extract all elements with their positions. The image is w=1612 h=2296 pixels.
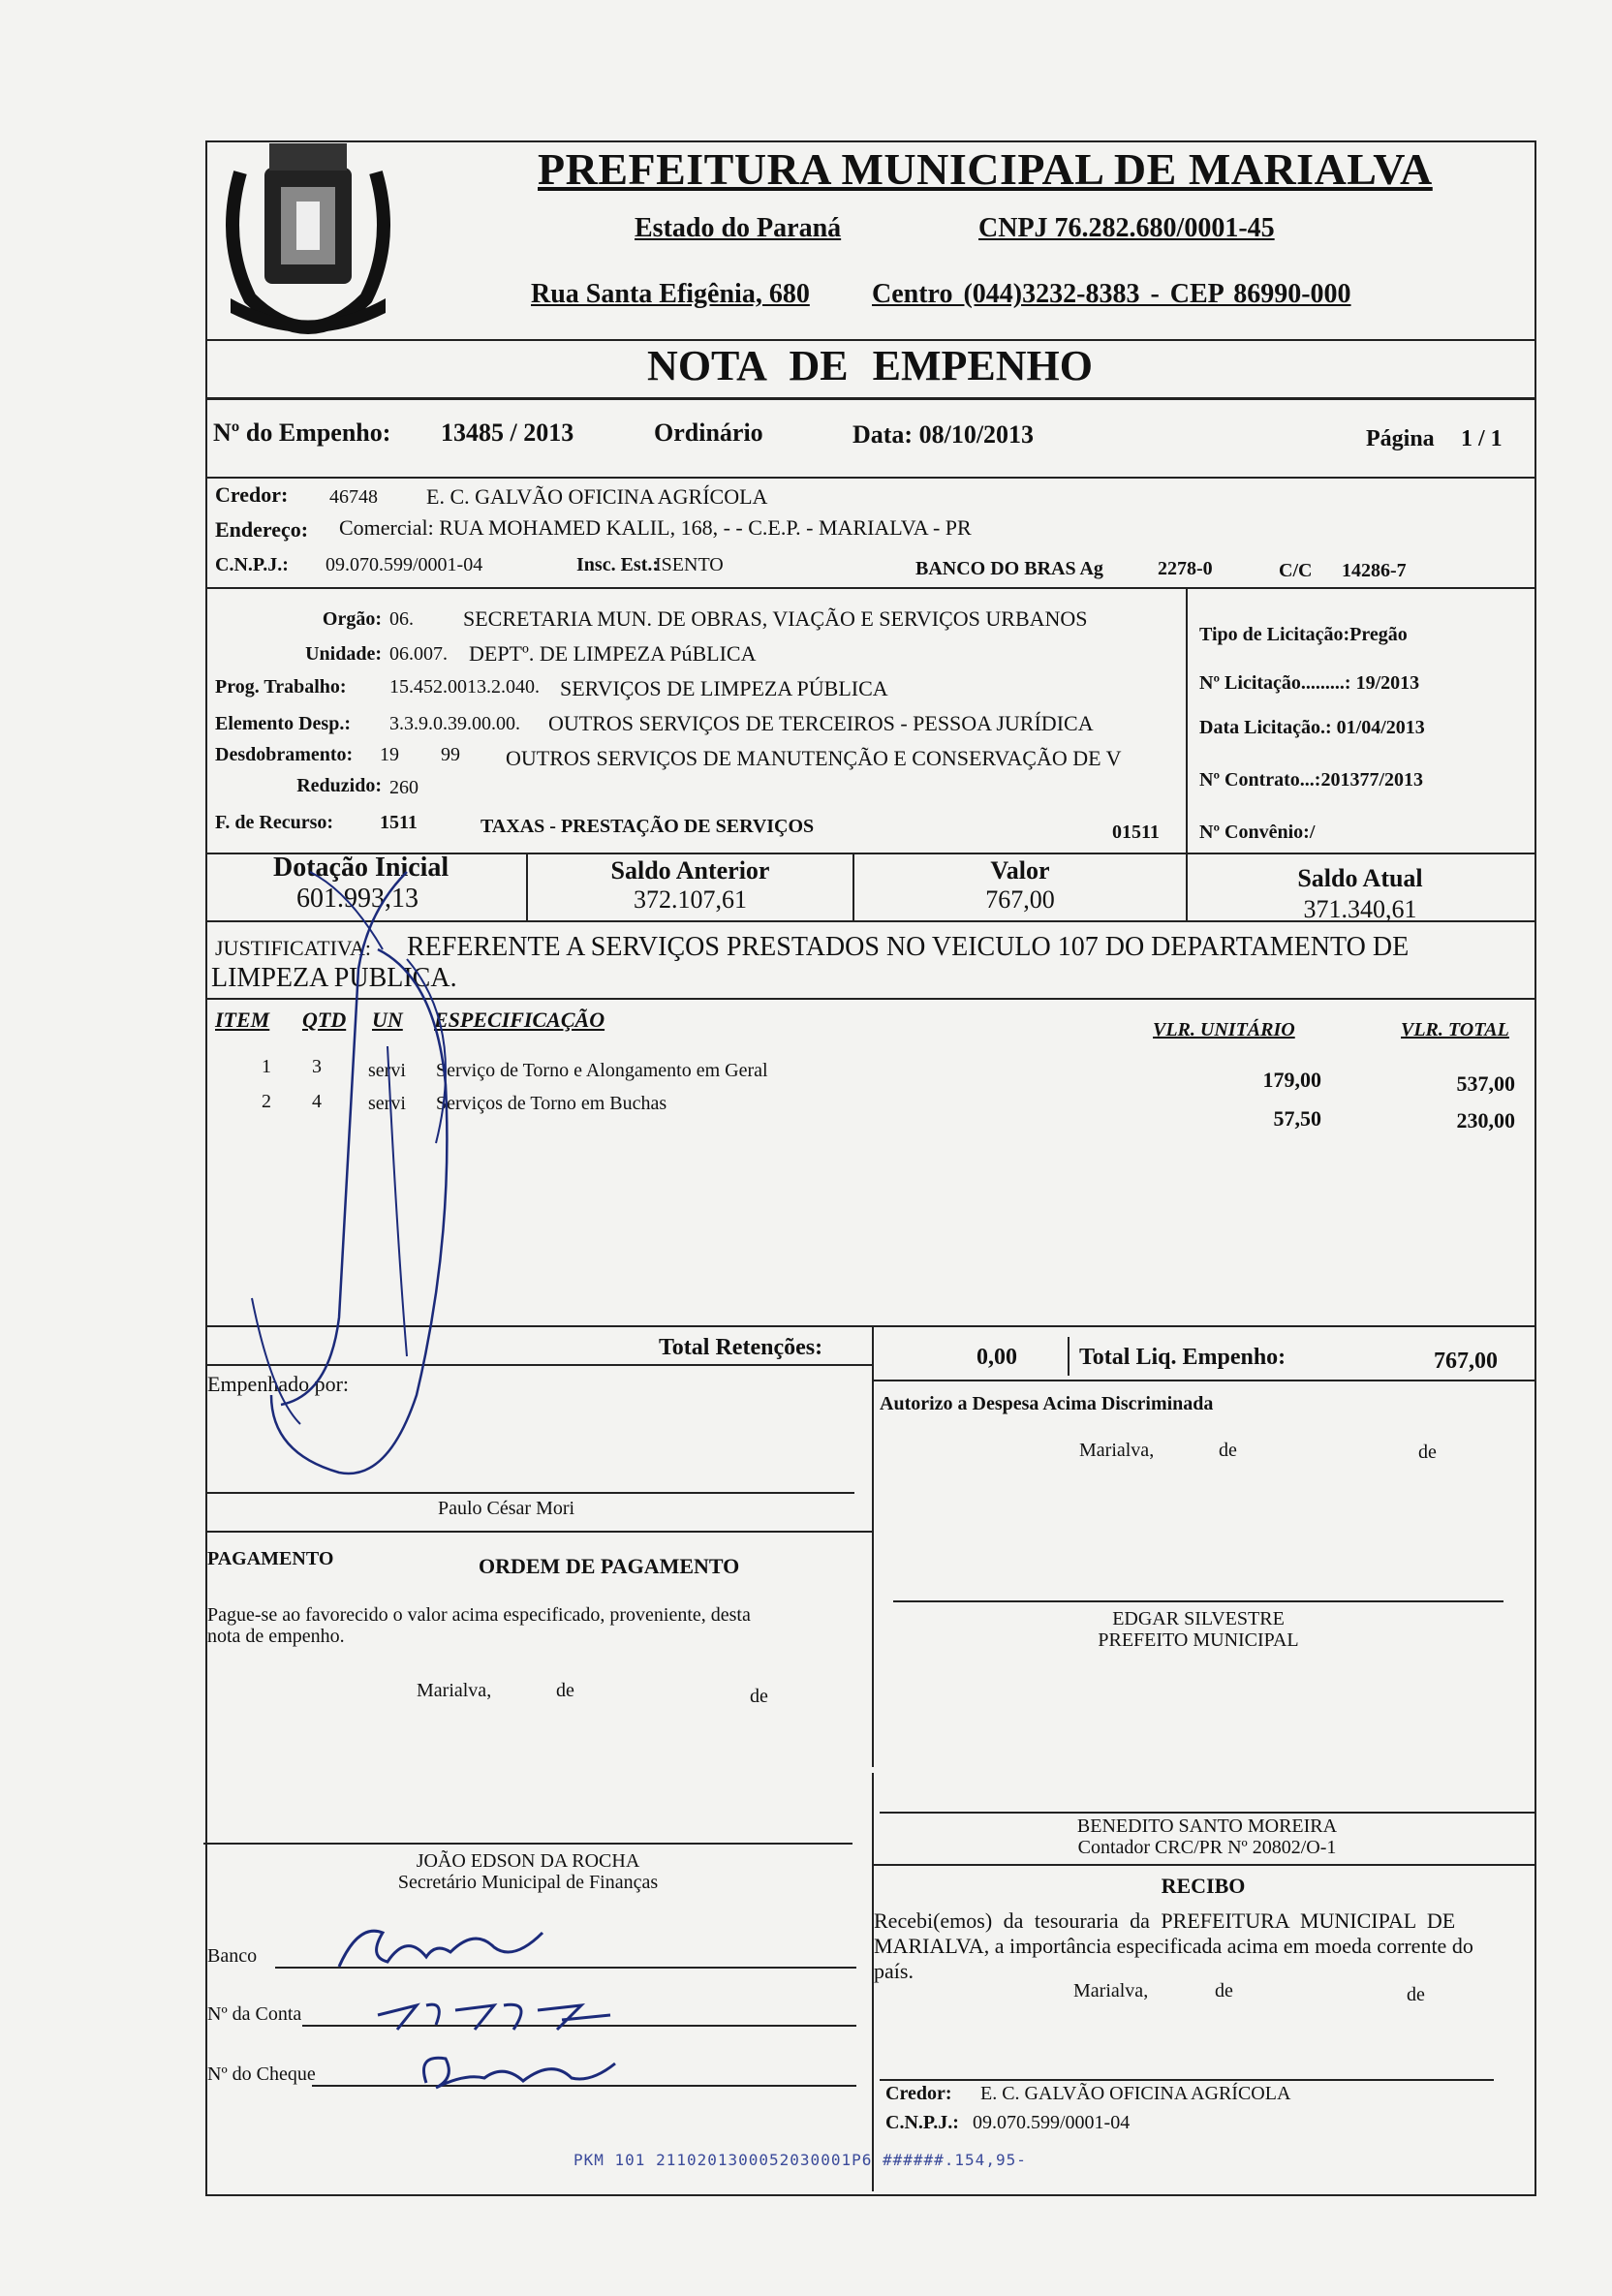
desdobramento-code1: 19 [380, 744, 399, 765]
item-2-total: 230,00 [1456, 1108, 1515, 1132]
item-1-total: 537,00 [1456, 1071, 1515, 1096]
orgao-label: Orgão: [322, 608, 382, 630]
reduzido-label: Reduzido: [296, 775, 382, 796]
recurso-code2: 01511 [1112, 822, 1160, 843]
autorizo-label: Autorizo a Despesa Acima Discriminada [880, 1393, 1214, 1414]
total-liq-label: Total Liq. Empenho: [1079, 1345, 1286, 1370]
item-2-num: 2 [262, 1091, 271, 1112]
recibo-text-3: país. [874, 1959, 914, 1983]
cc-value: 14286-7 [1342, 560, 1407, 581]
total-retencoes-value: 0,00 [976, 1345, 1017, 1370]
cnpj-label: C.N.P.J.: [215, 554, 289, 575]
signature-line [880, 1812, 1534, 1814]
cnpj-value: 09.070.599/0001-04 [326, 554, 483, 575]
bank-name: BANCO DO BRAS Ag [915, 558, 1103, 579]
item-2-desc: Serviços de Torno em Buchas [436, 1093, 667, 1114]
empenho-date: Data: 08/10/2013 [852, 420, 1035, 449]
header-cnpj: CNPJ 76.282.680/0001-45 [978, 213, 1275, 243]
valor-label: Valor [990, 856, 1050, 884]
elemento-label: Elemento Desp.: [215, 713, 351, 734]
signature-line [893, 1600, 1504, 1602]
orgao-code: 06. [389, 608, 414, 630]
cheque-label: Nº do Cheque [207, 2063, 316, 2085]
handwritten-cheque-icon [407, 2044, 620, 2102]
saldo-atual-label: Saldo Atual [1297, 864, 1423, 892]
elemento-desc: OUTROS SERVIÇOS DE TERCEIROS - PESSOA JURÍDICA [548, 711, 1094, 735]
prog-desc: SERVIÇOS DE LIMPEZA PÚBLICA [560, 676, 888, 700]
banco-label: Banco [207, 1945, 258, 1967]
header-street: Rua Santa Efigênia, 680 [531, 279, 810, 309]
total-liq-value: 767,00 [1434, 1349, 1498, 1374]
item-1-num: 1 [262, 1056, 271, 1077]
item-2-un: servi [368, 1093, 406, 1114]
unidade-label: Unidade: [305, 643, 382, 665]
saldo-atual-value: 371.340,61 [1303, 895, 1417, 923]
col-vlr-unitario: VLR. UNITÁRIO [1153, 1019, 1295, 1040]
divider [872, 1864, 1534, 1866]
pagamento-city: Marialva, [417, 1680, 492, 1701]
divider [205, 1531, 874, 1533]
licitacao-tipo: Tipo de Licitação:Pregão [1199, 624, 1408, 645]
secretario-cargo: Secretário Municipal de Finanças [397, 1872, 659, 1893]
item-1-qtd: 3 [312, 1056, 322, 1077]
bank-agency: 2278-0 [1158, 558, 1213, 579]
header-contact: Centro (044)3232-8383 - CEP 86990-000 [872, 279, 1351, 309]
licitacao-contrato: Nº Contrato...:201377/2013 [1199, 769, 1424, 791]
divider [205, 477, 1534, 479]
item-2-unit: 57,50 [1273, 1106, 1321, 1131]
recibo-credor-nome: E. C. GALVÃO OFICINA AGRÍCOLA [980, 2083, 1291, 2104]
mechanical-authentication: PKM 101 2110201300052030001P6 ######.154,95- [574, 2151, 1027, 2169]
justificativa-label: JUSTIFICATIVA: [215, 936, 371, 960]
recibo-text-1: Recebi(emos) da tesouraria da PREFEITURA MUNICIPAL DE [874, 1908, 1456, 1933]
prefeito-cargo: PREFEITO MUNICIPAL [1098, 1629, 1299, 1651]
pague-text: Pague-se ao favorecido o valor acima especificado, proveniente, desta [207, 1604, 751, 1626]
secretario-nome: JOÃO EDSON DA ROCHA [416, 1850, 640, 1872]
pagamento-de2: de [750, 1686, 768, 1707]
ordem-label: ORDEM DE PAGAMENTO [479, 1554, 740, 1578]
credor-code: 46748 [329, 486, 378, 508]
recurso-code: 1511 [380, 812, 418, 833]
saldo-anterior-label: Saldo Anterior [610, 856, 770, 884]
signature-line [880, 2079, 1494, 2081]
pague-text-2: nota de empenho. [207, 1626, 345, 1647]
recurso-label: F. de Recurso: [215, 812, 334, 833]
header-title: PREFEITURA MUNICIPAL DE MARIALVA [538, 144, 1433, 194]
recibo-cnpj-label: C.N.P.J.: [885, 2112, 959, 2133]
item-1-un: servi [368, 1060, 406, 1081]
empenho-number: 13485 / 2013 [441, 419, 574, 447]
page-value: 1 / 1 [1461, 426, 1503, 451]
dotacao-inicial-label: Dotação Inicial [273, 853, 450, 883]
licitacao-data: Data Licitação.: 01/04/2013 [1199, 717, 1425, 738]
col-vlr-total: VLR. TOTAL [1401, 1019, 1509, 1040]
divider [205, 397, 1534, 400]
recibo-text-2: MARIALVA, a importância especificada acima em moeda corrente do [874, 1934, 1473, 1958]
empenho-type: Ordinário [654, 419, 763, 447]
unidade-desc: DEPTº. DE LIMPEZA PúBLICA [469, 641, 757, 666]
justificativa-line1: REFERENTE A SERVIÇOS PRESTADOS NO VEICULO 107 DO DEPARTAMENTO DE [407, 932, 1410, 962]
col-item: ITEM [215, 1008, 270, 1032]
divider [872, 1380, 1534, 1381]
pagamento-label: PAGAMENTO [207, 1548, 334, 1569]
address-label: Endereço: [215, 517, 309, 542]
desdobramento-label: Desdobramento: [215, 744, 354, 765]
page-label: Página [1366, 426, 1435, 451]
credor-label: Credor: [215, 482, 289, 507]
doc-title: NOTA DE EMPENHO [647, 342, 1093, 389]
recibo-city: Marialva, [1073, 1980, 1149, 2001]
divider [205, 587, 1534, 589]
conta-label: Nº da Conta [207, 2003, 302, 2025]
credor-name: E. C. GALVÃO OFICINA AGRÍCOLA [426, 484, 768, 509]
divider [1186, 587, 1188, 854]
empenho-label: Nº do Empenho: [213, 419, 391, 447]
col-qtd: QTD [302, 1008, 347, 1032]
autorizo-city: Marialva, [1079, 1440, 1155, 1461]
total-retencoes-label: Total Retenções: [659, 1335, 823, 1360]
signature-line [203, 1843, 852, 1845]
col-un: UN [372, 1008, 403, 1032]
empenhado-nome: Paulo César Mori [438, 1498, 575, 1519]
address-value: Comercial: RUA MOHAMED KALIL, 168, - - C.E.P. - MARIALVA - PR [339, 515, 972, 540]
recibo-credor-label: Credor: [885, 2083, 952, 2104]
contador-nome: BENEDITO SANTO MOREIRA [1076, 1815, 1338, 1837]
item-1-unit: 179,00 [1262, 1068, 1321, 1092]
prog-label: Prog. Trabalho: [215, 676, 347, 698]
handwritten-rubric-icon [194, 853, 639, 1511]
dotacao-inicial-value: 601.993,13 [296, 884, 418, 914]
empenhado-label: Empenhado por: [207, 1372, 350, 1396]
handwritten-conta-icon [368, 1986, 620, 2044]
licitacao-convenio: Nº Convênio:/ [1199, 822, 1316, 843]
prog-code: 15.452.0013.2.040. [389, 676, 540, 698]
unidade-code: 06.007. [389, 643, 448, 665]
col-especificacao: ESPECIFICAÇÃO [434, 1008, 605, 1032]
divider [872, 1325, 874, 1380]
desdobramento-desc: OUTROS SERVIÇOS DE MANUTENÇÃO E CONSERVAÇÃO DE V [506, 746, 1122, 770]
autorizo-de1: de [1219, 1440, 1237, 1461]
saldo-anterior-value: 372.107,61 [634, 885, 747, 914]
valor-value: 767,00 [985, 885, 1055, 914]
orgao-desc: SECRETARIA MUN. DE OBRAS, VIAÇÃO E SERVIÇOS URBANOS [463, 606, 1088, 631]
item-2-qtd: 4 [312, 1091, 322, 1112]
desdobramento-code2: 99 [441, 744, 460, 765]
header-state: Estado do Paraná [635, 213, 842, 243]
licitacao-numero: Nº Licitação.........: 19/2013 [1199, 672, 1420, 694]
recibo-title: RECIBO [1161, 1874, 1246, 1898]
pagamento-de1: de [556, 1680, 574, 1701]
divider [1068, 1337, 1070, 1376]
elemento-code: 3.3.9.0.39.00.00. [389, 713, 520, 734]
recibo-cnpj-value: 09.070.599/0001-04 [973, 2112, 1131, 2133]
divider [872, 1380, 874, 1767]
prefeito-nome: EDGAR SILVESTRE [1112, 1608, 1285, 1629]
cc-label: C/C [1279, 560, 1313, 581]
handwritten-banco-icon [329, 1913, 562, 1981]
item-1-desc: Serviço de Torno e Alongamento em Geral [436, 1060, 768, 1081]
recibo-de1: de [1215, 1980, 1233, 2001]
justificativa-line2: LIMPEZA PUBLICA. [211, 963, 457, 993]
recurso-desc: TAXAS - PRESTAÇÃO DE SERVIÇOS [480, 816, 815, 837]
recibo-de2: de [1407, 1984, 1425, 2005]
insc-label: Insc. Est.: [576, 554, 660, 575]
contador-cargo: Contador CRC/PR Nº 20802/O-1 [1077, 1837, 1337, 1858]
autorizo-de2: de [1418, 1442, 1437, 1463]
reduzido-value: 260 [389, 777, 418, 798]
municipal-crest-icon [211, 134, 405, 337]
insc-value: ISENTO [655, 554, 724, 575]
